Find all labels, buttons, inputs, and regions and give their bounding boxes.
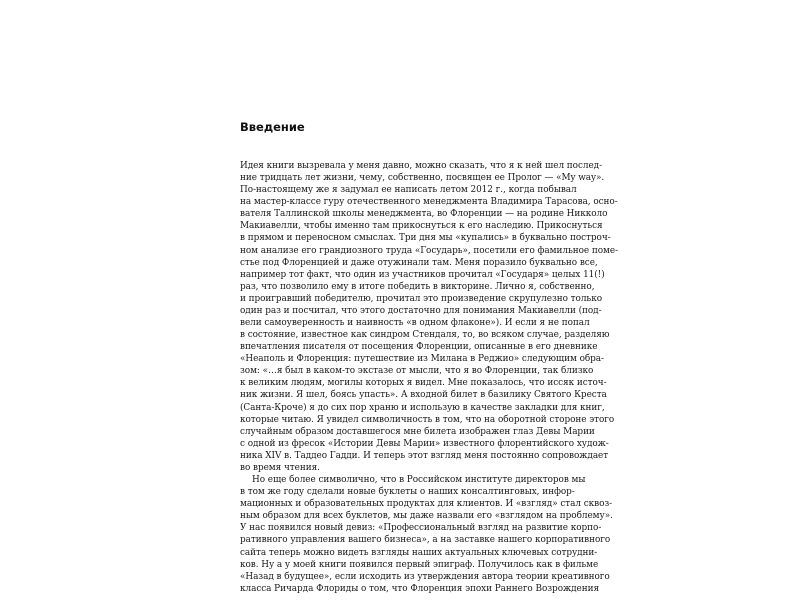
text-line: случайным образом доставшегося мне билета изображен глаз Девы Марии <box>240 426 595 437</box>
text-line: на мастер-классе гуру отечественного менеджмента Владимира Тарасова, осно- <box>240 197 618 208</box>
text-line: ние тридцать лет жизни, чему, собственно, посвящен ее Пролог — «My way». <box>240 173 605 184</box>
text-line: мационных и образовательных продуктах для клиентов. И «взгляд» стал сквоз- <box>240 499 613 510</box>
text-line: с одной из фресок «Истории Девы Марии» известного флорентийского худож- <box>240 438 609 449</box>
body-text <box>240 160 619 595</box>
text-line: ника XIV в. Таддео Гадди. И теперь этот взгляд меня постоянно сопровождает <box>240 450 609 461</box>
text-line: Идея книги вызревала у меня давно, можно сказать, что я к ней шел послед- <box>240 161 603 171</box>
text-line: класса Ричарда Флориды о том, что Флоренция эпохи Раннего Возрождения <box>240 583 599 594</box>
text-line: У нас появился новый девиз: «Профессиональный взгляд на развитие корпо- <box>240 523 602 534</box>
text-line: и проигравший победителю, прочитал это произведение скрупулезно только <box>240 293 602 304</box>
text-line: стье под Флоренцией и даже отужинали там. Меня поразило буквально все, <box>240 257 598 268</box>
text-line: ративного управления вашего бизнеса», а на заставке нашего корпоративного <box>240 535 611 546</box>
text-line: раз, что позволило ему в итоге победить в викторине. Лично я, собственно, <box>240 281 595 292</box>
text-line: к великим людям, могилы которых я видел. Мне показалось, что иссяк источ- <box>240 378 607 389</box>
text-line: которые читаю. Я увидел символичность в том, что на оборотной стороне этого <box>240 414 615 425</box>
text-line: (Санта-Кроче) я до сих пор храню и использую в качестве закладки для книг, <box>240 402 605 413</box>
text-line: вели самоуверенность и наивность «в одном флаконе»). И если я не попал <box>240 318 590 329</box>
text-line: в состояние, известное как синдром Стендаля, то, во всяком случае, разделяю <box>240 330 610 341</box>
text-line: ном анализе его грандиозного труда «Государь», посетили его фамильное поме- <box>240 245 619 256</box>
text-line: ным образом для всех буклетов, мы даже назвали его «взглядом на проблему». <box>240 511 613 522</box>
text-line: один раз и посчитал, что этого достаточно для понимания Макиавелли (под- <box>240 305 602 316</box>
text-line: По-настоящему же я задумал ее написать летом 2012 г., когда побывал <box>240 185 577 196</box>
text-line: например тот факт, что один из участников прочитал «Государя» целых 11(!) <box>240 269 605 280</box>
text-line: зом: «…я был в каком-то экстазе от мысли, что я во Флоренции, так близко <box>240 366 594 377</box>
text-line: «Назад в будущее», если исходить из утверждения автора теории креативного <box>240 571 610 582</box>
text-line: вателя Таллинской школы менеджмента, во Флоренции — на родине Никколо <box>240 209 608 220</box>
text-line: «Неаполь и Флоренция: путешествие из Милана в Реджио» следующим обра- <box>240 354 604 365</box>
text-line: в прямом и переносном смыслах. Три дня мы «купались» в буквально построч- <box>240 233 611 244</box>
text-line: ник жизни. Я шел, боясь упасть». А входной билет в базилику Святого Креста <box>240 390 607 401</box>
text-line: во время чтения. <box>240 462 320 473</box>
chapter-title: Введение <box>240 120 305 134</box>
text-line: сайта теперь можно видеть взгляды наших актуальных ключевых сотрудни- <box>240 547 598 558</box>
text-line: ков. Ну а у моей книги появился первый эпиграф. Получилось как в фильме <box>240 559 599 570</box>
text-line: Но еще более символично, что в Российском институте директоров мы <box>252 475 586 486</box>
text-line: Макиавелли, чтобы именно там прикоснуться к его наследию. Прикоснуться <box>240 221 603 232</box>
text-line: впечатления писателя от посещения Флоренции, описанные в его дневнике <box>240 342 598 353</box>
text-line: в том же году сделали новые буклеты о наших консалтинговых, инфор- <box>240 487 575 498</box>
